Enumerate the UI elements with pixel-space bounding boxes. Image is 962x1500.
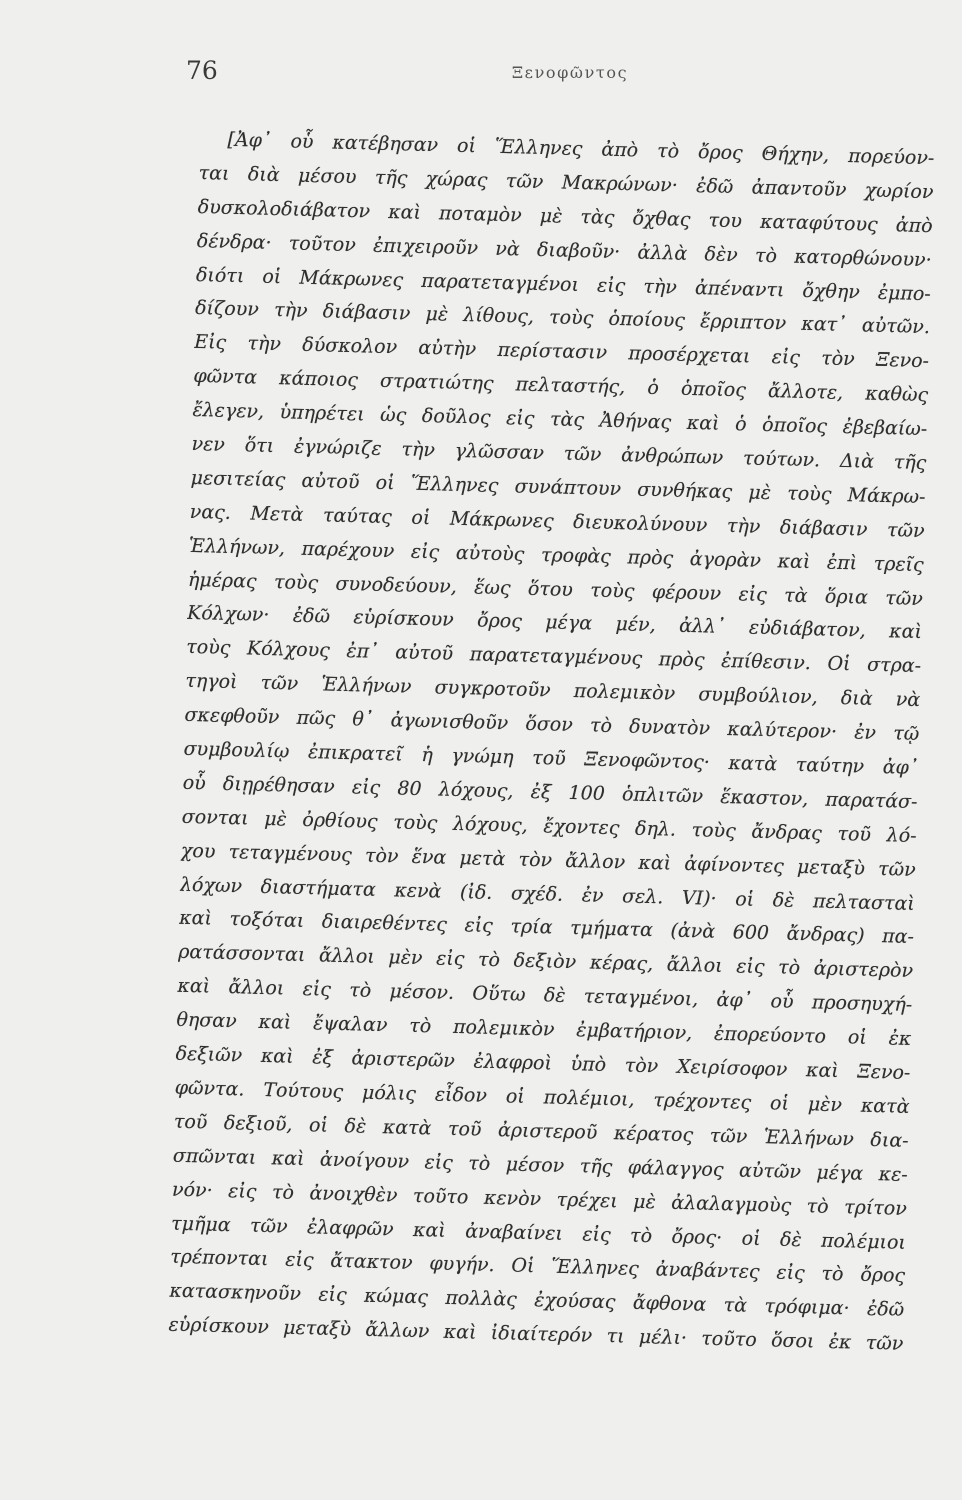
text-line: δίζουν τὴν διάβασιν μὲ λίθους, τοὺς ὁποίους ἔρριπτον κατ᾽ αὐτῶν. [194,297,931,339]
text-line: τηγοὶ τῶν Ἑλλήνων συγκροτοῦν πολεμικὸν συμβούλιον, διὰ νὰ [185,670,921,712]
text-line: οὗ διῃρέθησαν εἰς 80 λόχους, ἐξ 100 ὁπλιτῶν ἕκαστον, παρατάσ- [182,771,918,813]
text-line: σκεφθοῦν πῶς θ᾽ ἀγωνισθοῦν ὅσον τὸ δυνατὸν καλύτερον· ἐν τῷ [184,703,920,746]
text-line: τρέπονται εἰς ἄτακτον φυγήν. Οἱ Ἕλληνες ἀναβάντες εἰς τὸ ὄρος [170,1246,906,1288]
text-line: ρατάσσονται ἄλλοι μὲν εἰς τὸ δεξιὸν κέρας, ἄλλοι εἰς τὸ ἀριστερὸν [178,941,914,983]
text-line: εὑρίσκουν μεταξὺ ἄλλων καὶ ἰδιαίτερόν τι μέλι· τοῦτο ὅσοι ἐκ τῶν [168,1313,904,1355]
text-line: [Ἀφ᾽ οὗ κατέβησαν οἱ Ἕλληνες ἀπὸ τὸ ὄρος Θήχην, πορεύον- [227,128,935,170]
text-line: συμβουλίῳ ἐπικρατεῖ ἡ γνώμη τοῦ Ξενοφῶντος· κατὰ ταύτην ἀφ᾽ [183,737,919,780]
text-line: νόν· εἰς τὸ ἀνοιχθὲν τοῦτο κενὸν τρέχει μὲ ἀλαλαγμοὺς τὸ τρίτον [171,1178,908,1220]
text-line: φῶντα κάποιος στρατιώτης πελταστής, ὁ ὁποῖος ἄλλοτε, καθὼς [193,365,929,407]
text-line: σπῶνται καὶ ἀνοίγουν εἰς τὸ μέσον τῆς φάλαγγος αὐτῶν μέγα κε- [172,1144,909,1186]
running-head: Ξενοφῶντος [511,63,629,82]
text-line: νας. Μετὰ ταύτας οἱ Μάκρωνες διευκολύνουν τὴν διάβασιν τῶν [189,500,925,542]
text-line: θησαν καὶ ἔψαλαν τὸ πολεμικὸν ἐμβατήριον, ἐπορεύοντο οἱ ἐκ [176,1008,912,1051]
text-line: ἡμέρας τοὺς συνοδεύουν, ἕως ὅτου τοὺς φέρουν εἰς τὰ ὅρια τῶν [187,568,924,610]
text-line: σονται μὲ ὀρθίους τοὺς λόχους, ἔχοντες δηλ. τοὺς ἄνδρας τοῦ λό- [181,805,917,847]
text-line: τοὺς Κόλχους ἐπ᾽ αὐτοῦ παρατεταγμένους πρὸς ἐπίθεσιν. Οἱ στρα- [185,636,922,678]
text-line: Ἑλλήνων, παρέχουν εἰς αὐτοὺς τροφὰς πρὸς ἀγορὰν καὶ ἐπὶ τρεῖς [188,534,924,576]
text-line: φῶντα. Τούτους μόλις εἶδον οἱ πολέμιοι, τρέχοντες οἱ μὲν κατὰ [174,1076,910,1118]
text-line: νεν ὅτι ἐγνώριζε τὴν γλῶσσαν τῶν ἀνθρώπων τούτων. Διὰ τῆς [191,432,927,475]
text-line: δυσκολοδιάβατον καὶ ποταμὸν μὲ τὰς ὄχθας του καταφύτους ἀπὸ [197,195,933,237]
text-line: καὶ τοξόται διαιρεθέντες εἰς τρία τμήματα (ἀνὰ 600 ἄνδρας) πα- [178,907,915,949]
text-line: λόχων διαστήματα κενὰ (ἰδ. σχέδ. ἐν σελ. VI)· οἱ δὲ πελτασταὶ [179,873,916,915]
text-line: χου τεταγμένους τὸν ἕνα μετὰ τὸν ἄλλον καὶ ἀφίνοντες μεταξὺ τῶν [180,839,916,881]
text-line: δεξιῶν καὶ ἐξ ἀριστερῶν ἐλαφροὶ ὑπὸ τὸν Χειρίσοφον καὶ Ξενο- [175,1042,911,1084]
text-line: ται διὰ μέσου τῆς χώρας τῶν Μακρώνων· ἐδῶ ἀπαντοῦν χωρίον [198,161,934,204]
text-line: ἔλεγεν, ὑπηρέτει ὡς δοῦλος εἰς τὰς Ἀθήνας καὶ ὁ ὁποῖος ἐβεβαίω- [192,399,928,441]
text-line: διότι οἱ Μάκρωνες παρατεταγμένοι εἰς τὴν ἀπέναντι ὄχθην ἐμπο- [195,263,932,305]
text-line: τοῦ δεξιοῦ, οἱ δὲ κατὰ τοῦ ἀριστεροῦ κέρατος τῶν Ἑλλήνων δια- [173,1110,909,1152]
text-line: τμῆμα τῶν ἐλαφρῶν καὶ ἀναβαίνει εἰς τὸ ὄρος· οἱ δὲ πολέμιοι [170,1212,907,1254]
text-line: Εἰς τὴν δύσκολον αὐτὴν περίστασιν προσέρχεται εἰς τὸν Ξενο- [193,331,930,373]
text-line: μεσιτείας αὐτοῦ οἱ Ἕλληνες συνάπτουν συνθήκας μὲ τοὺς Μάκρω- [190,466,926,509]
page-number: 76 [186,56,218,85]
text-line: κατασκηνοῦν εἰς κώμας πολλὰς ἐχούσας ἄφθονα τὰ τρόφιμα· ἐδῶ [169,1279,905,1322]
text-line: καὶ ἄλλοι εἰς τὸ μέσον. Οὕτω δὲ τεταγμένοι, ἀφ᾽ οὗ προσηυχή- [177,974,913,1017]
text-line: δένδρα· τοῦτον ἐπιχειροῦν νὰ διαβοῦν· ἀλλὰ δὲν τὸ κατορθώνουν· [196,229,932,271]
body-text [168,123,935,1362]
text-line: Κόλχων· ἐδῶ εὑρίσκουν ὄρος μέγα μέν, ἀλλ᾽ εὐδιάβατον, καὶ [186,602,923,644]
